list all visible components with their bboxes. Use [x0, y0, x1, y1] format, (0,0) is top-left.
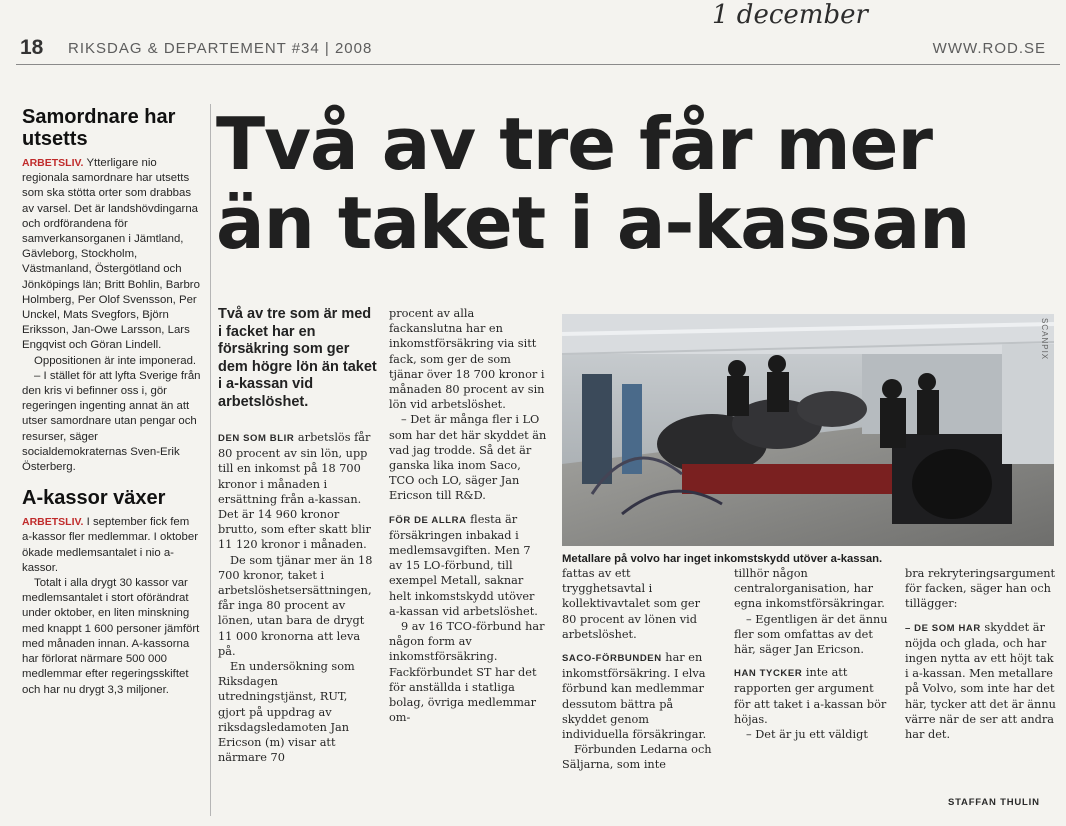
lead-in: FÖR DE ALLRA — [389, 514, 467, 526]
body-paragraph: procent av alla fackanslutna har en inkomstförsäkring via sitt fack, som ger de som tjänar över 18 700 kronor i månaden 80 procent av sin lön vid arbetslöshet. — [389, 307, 545, 412]
body-paragraph: bra rekryteringsargument för facken, säger han och tillägger: — [905, 567, 1056, 611]
lead-in: – DE SOM HAR — [905, 622, 981, 634]
body-paragraph: En undersökning som Riksdagen utredningstjänst, RUT, gjort på uppdrag av riksdagsledamoten Jan Ericson (m) visar att närmare 70 — [218, 660, 355, 765]
section-name: RIKSDAG & DEPARTEMENT #34 | 2008 — [68, 40, 373, 57]
article-column-1 — [218, 430, 378, 765]
brief-title: A-kassor växer — [22, 487, 166, 510]
body-paragraph: – Det är många fler i LO som har det här skyddet än vad jag trodde. Så det är ganska lika inom Saco, TCO och LO, säger Jan Ericson till R&D. — [389, 413, 547, 503]
lead-in: SACO-FÖRBUNDEN — [562, 653, 662, 665]
headline-line: än taket i a-kassan — [216, 181, 970, 265]
column-divider — [210, 104, 211, 816]
brief-paragraph: – I stället för att lyfta Sverige från den kris vi befinner oss i, gör regeringen ingenting annat än att utser samordnare utan pengar och resurser, säger socialdemokraternas Sven-Erik Österberg. — [22, 369, 201, 474]
body-paragraph: – Det är ju ett väldigt — [746, 728, 868, 742]
brief-kicker: ARBETSLIV. — [22, 516, 84, 529]
body-text: flesta är försäkringen inbakad i medlemsavgiften. Men 7 av 15 LO-förbund, till exempel Metall, saknar helt inkomstskydd utöver a-kassan vid arbetslöshet. — [389, 512, 538, 618]
body-paragraph: 9 av 16 TCO-förbund har någon form av inkomstförsäkring. Fackförbundet ST har det för anställda i statliga bolag, övriga medlemmar om- — [389, 620, 545, 725]
header-rule — [16, 64, 1060, 65]
body-paragraph: – Egentligen är det ännu fler som omfattas av det här, säger Jan Ericson. — [734, 612, 888, 657]
news-briefs-column — [22, 106, 202, 698]
brief-samordnare — [22, 106, 202, 475]
brief-kicker: ARBETSLIV. — [22, 157, 84, 169]
body-paragraph — [905, 620, 1057, 743]
brief-paragraph — [22, 515, 202, 576]
brief-paragraph: Totalt i alla drygt 30 kassor var medlemsantalet i stort oförändrat under oktober, en liten minskning med knappt 1 600 personer jämfört med månaden innan. A-kassorna har förlorat närmare 500 000 medlemmar efter regeringsskiftet och har nu drygt 3,3 miljoner. — [22, 577, 200, 696]
body-paragraph: fattas av ett trygghetsavtal i kollektivavtalet som ger 80 procent av lönen vid arbetslöshet. — [562, 567, 700, 641]
body-paragraph — [734, 665, 890, 727]
body-paragraph — [218, 430, 378, 553]
lead-in: HAN TYCKER — [734, 668, 803, 680]
byline: STAFFAN THULIN — [948, 797, 1040, 808]
body-text: arbetslös får 80 procent av sin lön, upp till en inkomst på 18 700 kronor i månaden i ersättning från a-kassan. Det är 14 960 kronor brutto, som efter skatt blir 11 120 kronor i månaden. — [218, 431, 371, 552]
brief-text: I september fick fem a-kassor fler medlemmar. I oktober ökade medlemsantalet i nio a-kassor. — [22, 516, 198, 574]
photo-credit: SCANPIX — [1040, 318, 1049, 361]
article-column-3 — [562, 566, 717, 773]
factory-photo — [562, 314, 1054, 546]
brief-title: Samordnare har utsetts — [22, 106, 176, 150]
body-text: skyddet är nöjda och glada, och har ingen nytta av ett höjt tak i a-kassan. Men metallare på Volvo, som inte har det här, tycker att det är ännu värre när de ser att andra har det. — [905, 620, 1056, 742]
photo-caption: Metallare på volvo har inget inkomstskydd utöver a-kassan. — [562, 553, 883, 565]
lead-in: DEN SOM BLIR — [218, 433, 295, 444]
headline-line: Två av tre får mer — [216, 102, 932, 186]
factory-photo-illustration — [562, 314, 1054, 546]
article-column-2 — [389, 306, 547, 725]
body-paragraph — [389, 512, 547, 619]
body-paragraph — [562, 650, 717, 742]
article-column-4 — [734, 566, 890, 742]
brief-paragraph — [22, 156, 202, 354]
body-text: har en inkomstförsäkring. I elva förbund kan medlemmar dessutom bättra på skyddet genom individuella försäkringar. — [562, 651, 707, 742]
article-headline — [216, 102, 970, 265]
site-url: WWW.ROD.SE — [932, 40, 1046, 57]
brief-text: Ytterligare nio regionala samordnare har utsetts som ska stötta orter som drabbas av varsel. Det är landshövdingarna och ordförandena för samverkansorganen i Jämtland, Gävleborg, Stockholm, Västmanland, Östergötland och Jönköpings län; Britt Bohlin, Barbro Holmberg, Per Olof Svensson, Per Unckel, Mats Svegfors, Björn Eriksson, Jan-Owe Larsson, Lars Engqvist och Göran Lindell. — [22, 157, 200, 352]
handwritten-note: 1 december — [712, 0, 868, 30]
brief-paragraph: Oppositionen är inte imponerad. — [34, 354, 197, 367]
body-paragraph: tillhör någon centralorganisation, har egna inkomstförsäkringar. — [734, 567, 885, 611]
page-number: 18 — [20, 36, 44, 59]
body-paragraph: De som tjänar mer än 18 700 kronor, taket i arbetslöshetsersättningen, får inga 80 procent av lönen, utan bara de drygt 11 000 kronorna att leva på. — [218, 553, 373, 658]
body-paragraph: Förbunden Ledarna och Säljarna, som inte — [562, 743, 712, 772]
body-text: inte att rapporten ger argument för att taket i a-kassan bör höjas. — [734, 666, 887, 726]
article-column-5 — [905, 566, 1057, 742]
article-ingress: Två av tre som är med i facket har en försäkring som ger dem högre lön än taket i a-kassan vid arbetslöshet. — [218, 306, 377, 410]
brief-a-kassor — [22, 487, 202, 697]
